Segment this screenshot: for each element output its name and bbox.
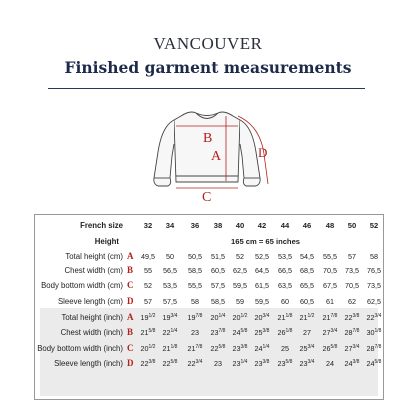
table-cell: $20^{1/4}$ <box>210 313 226 322</box>
row-label: Total height (cm) <box>65 252 123 261</box>
table-cell: $21^{5/8}$ <box>140 328 156 337</box>
table-cell: 57,5 <box>211 281 225 290</box>
size-header-cell: 34 <box>165 221 175 230</box>
table-cell: $24^{5/8}$ <box>366 359 382 368</box>
table-cell: $24^{3/8}$ <box>344 359 360 368</box>
table-cell: 53,5 <box>278 252 292 261</box>
row-label: Sleeve length (inch) <box>54 359 123 368</box>
table-cell: $23^{1/4}$ <box>232 359 248 368</box>
table-cell: 52 <box>236 252 244 261</box>
table-cell: 23 <box>214 359 222 368</box>
table-cell: 67,5 <box>323 281 337 290</box>
size-header-cell: 42 <box>257 221 267 230</box>
table-cell: 76,5 <box>367 266 381 275</box>
table-cell: $24^{1/4}$ <box>254 344 270 353</box>
table-cell: $23^{3/8}$ <box>254 359 270 368</box>
table-cell: 58 <box>370 252 378 261</box>
table-cell: $28^{7/8}$ <box>366 344 382 353</box>
table-cell: 62,5 <box>233 266 247 275</box>
table-cell: 52 <box>144 281 152 290</box>
brand-title: VANCOUVER <box>153 34 263 53</box>
table-cell: 55,5 <box>188 281 202 290</box>
row-letter: D <box>127 296 134 306</box>
table-cell: $22^{3/8}$ <box>140 359 156 368</box>
table-cell: 58 <box>191 297 199 306</box>
table-cell: 61 <box>326 297 334 306</box>
table-cell: $26^{5/8}$ <box>322 344 338 353</box>
table-cell: 23 <box>191 328 199 337</box>
table-cell: 60,5 <box>300 297 314 306</box>
table-cell: $23^{7/8}$ <box>210 328 226 337</box>
table-cell: 57 <box>348 252 356 261</box>
table-cell: $25^{3/4}$ <box>299 344 315 353</box>
row-label: Chest width (inch) <box>60 328 123 337</box>
table-cell: 73,5 <box>345 266 359 275</box>
diagram-letter-a: A <box>211 149 222 164</box>
table-cell: 57,5 <box>163 297 177 306</box>
diagram-letter-c: C <box>202 190 212 205</box>
table-cell: $24^{5/8}$ <box>232 328 248 337</box>
row-letter: A <box>127 312 134 322</box>
table-cell: $19^{3/4}$ <box>162 313 178 322</box>
table-cell: 25 <box>281 344 289 353</box>
table-cell: 63,5 <box>278 281 292 290</box>
diagram-letter-b: B <box>203 131 213 146</box>
table-cell: $30^{1/8}$ <box>366 328 382 337</box>
table-cell: $27^{3/4}$ <box>344 344 360 353</box>
table-cell: $22^{5/8}$ <box>210 344 226 353</box>
table-cell: 57 <box>144 297 152 306</box>
table-cell: 60 <box>281 297 289 306</box>
table-cell: $22^{1/4}$ <box>162 328 178 337</box>
table-cell: 59,5 <box>233 281 247 290</box>
table-cell: 55 <box>144 266 152 275</box>
table-cell: 55,5 <box>323 252 337 261</box>
table-cell: $21^{1/2}$ <box>299 313 315 322</box>
table-cell: $22^{3/8}$ <box>344 313 360 322</box>
table-cell: 59 <box>236 297 244 306</box>
row-label: Sleeve length (cm) <box>57 297 123 306</box>
title-rule <box>48 88 365 89</box>
page-subtitle: Finished garment measurements <box>64 58 352 77</box>
table-cell: 66,5 <box>278 266 292 275</box>
size-header-cell: 50 <box>347 221 357 230</box>
table-cell: 50 <box>166 252 174 261</box>
table-cell: 73,5 <box>367 281 381 290</box>
row-letter: B <box>127 265 134 275</box>
size-header-cell: 32 <box>143 221 153 230</box>
table-cell: $20^{3/4}$ <box>254 313 270 322</box>
size-header-cell: 48 <box>325 221 335 230</box>
table-cell: 27 <box>303 328 311 337</box>
table-cell: 62 <box>348 297 356 306</box>
table-cell: 60,5 <box>211 266 225 275</box>
table-cell: $22^{3/4}$ <box>366 313 382 322</box>
row-letter: C <box>127 343 134 353</box>
height-label: Height <box>94 237 119 246</box>
table-cell: 61,5 <box>255 281 269 290</box>
row-letter: A <box>127 251 134 261</box>
table-cell: 54,5 <box>300 252 314 261</box>
table-cell: 62,5 <box>367 297 381 306</box>
row-letter: B <box>127 327 134 337</box>
table-cell: 51,5 <box>211 252 225 261</box>
table-cell: $23^{3/8}$ <box>232 344 248 353</box>
table-cell: 58,5 <box>211 297 225 306</box>
table-cell: 64,5 <box>255 266 269 275</box>
height-note: 165 cm = 65 inches <box>231 237 301 246</box>
left-sleeve <box>154 120 174 186</box>
row-label: Body bottom width (inch) <box>37 344 123 353</box>
table-cell: 52,5 <box>255 252 269 261</box>
table-cell: 24 <box>326 359 334 368</box>
table-cell: 70,5 <box>345 281 359 290</box>
table-cell: $19^{1/2}$ <box>140 313 156 322</box>
size-header-cell: 40 <box>235 221 245 230</box>
table-cell: 59,5 <box>255 297 269 306</box>
sweater-body <box>174 112 240 182</box>
table-cell: $20^{1/2}$ <box>140 344 156 353</box>
table-cell: $27^{3/4}$ <box>322 328 338 337</box>
table-cell: $26^{1/8}$ <box>277 328 293 337</box>
table-cell: 53,5 <box>163 281 177 290</box>
diagram-letter-d: D <box>258 145 268 160</box>
size-header-cell: 44 <box>280 221 290 230</box>
table-cell: $23^{3/4}$ <box>299 359 315 368</box>
table-cell: $21^{7/8}$ <box>187 344 203 353</box>
size-header-cell: 36 <box>190 221 200 230</box>
size-header-cell: 52 <box>369 221 379 230</box>
table-cell: $20^{1/2}$ <box>232 313 248 322</box>
table-cell: 65,5 <box>300 281 314 290</box>
row-label: Chest width (cm) <box>64 266 123 275</box>
table-cell: 56,5 <box>163 266 177 275</box>
size-header-cell: 38 <box>213 221 223 230</box>
row-letter: D <box>127 358 134 368</box>
size-header-cell: 46 <box>302 221 312 230</box>
table-cell: $21^{1/8}$ <box>162 344 178 353</box>
table-cell: $22^{3/4}$ <box>187 359 203 368</box>
table-cell: 70,5 <box>323 266 337 275</box>
sweater-diagram <box>146 104 276 208</box>
table-cell: $28^{7/8}$ <box>344 328 360 337</box>
size-header-label: French size <box>80 221 123 230</box>
table-cell: 68,5 <box>300 266 314 275</box>
table-cell: $19^{7/8}$ <box>187 313 203 322</box>
table-cell: 50,5 <box>188 252 202 261</box>
row-label: Body bottom width (cm) <box>41 281 123 290</box>
table-cell: $22^{5/8}$ <box>162 359 178 368</box>
table-cell: 58,5 <box>188 266 202 275</box>
table-cell: $25^{3/8}$ <box>254 328 270 337</box>
table-cell: $21^{7/8}$ <box>322 313 338 322</box>
table-cell: $21^{1/8}$ <box>277 313 293 322</box>
table-cell: 49,5 <box>141 252 155 261</box>
row-letter: C <box>127 280 134 290</box>
row-label: Total height (inch) <box>61 313 123 322</box>
table-cell: $23^{5/8}$ <box>277 359 293 368</box>
